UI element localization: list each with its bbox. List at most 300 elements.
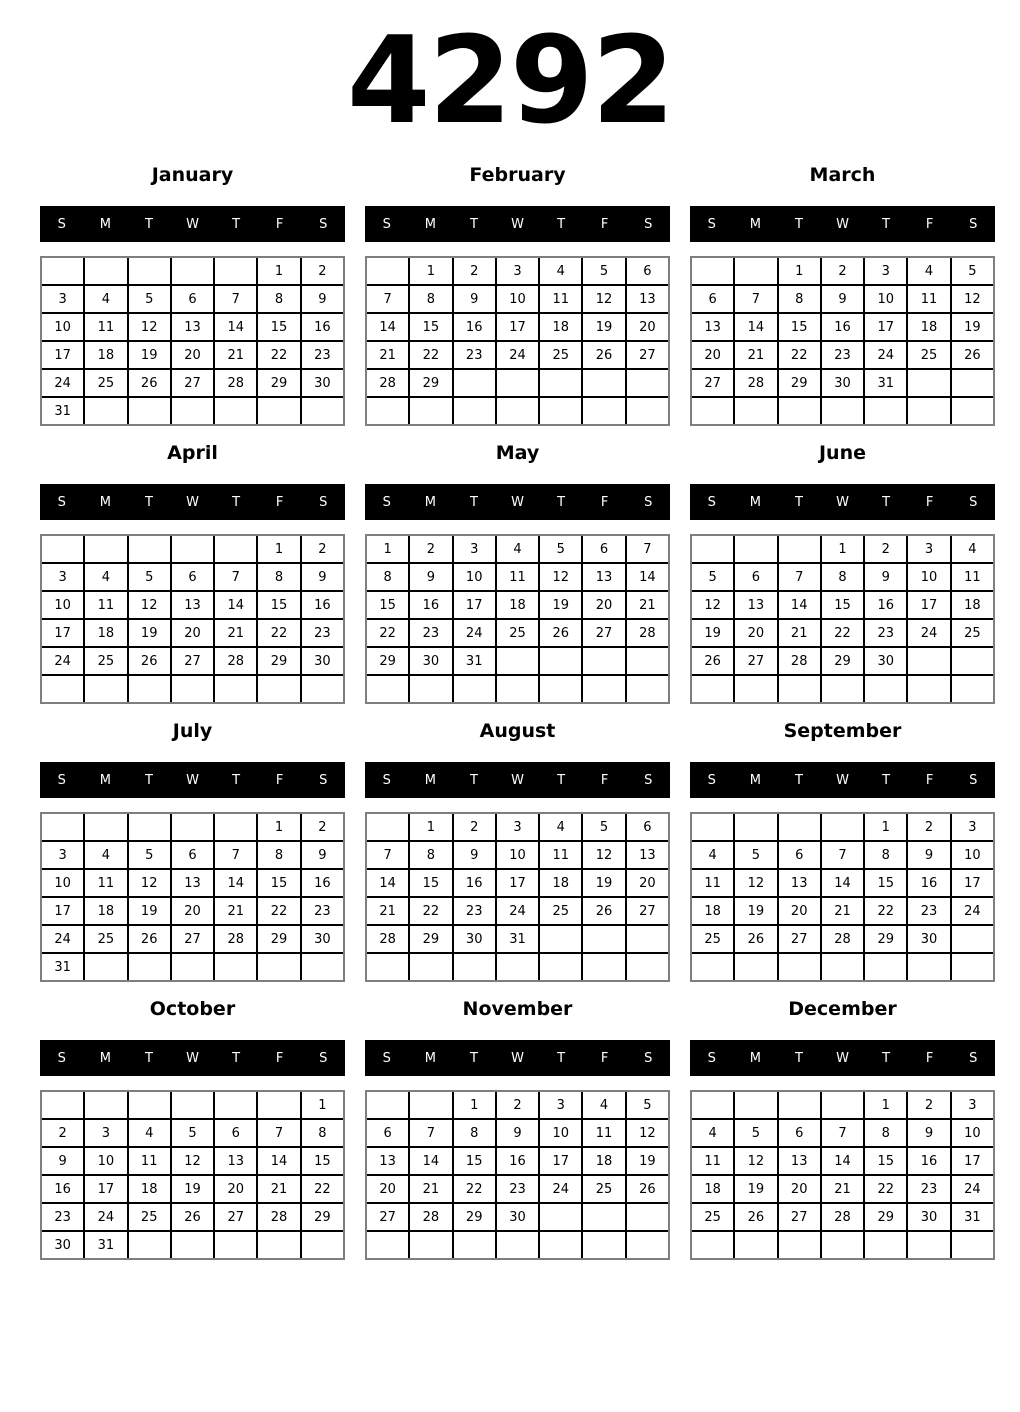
weekday-letter: T [144, 216, 153, 232]
day-cell: 7 [215, 286, 256, 312]
day-cell: 28 [367, 370, 408, 396]
day-cell: 27 [583, 620, 624, 646]
day-cell: 3 [42, 842, 83, 868]
day-cell [952, 398, 993, 424]
day-cell: 11 [908, 286, 949, 312]
day-cell: 24 [42, 648, 83, 674]
day-cell [540, 1232, 581, 1258]
weekday-letter: W [511, 216, 524, 232]
month-day-grid [365, 1090, 670, 1260]
day-cell: 12 [735, 870, 776, 896]
day-cell [779, 954, 820, 980]
day-cell: 2 [410, 536, 451, 562]
weekday-letter: T [469, 772, 478, 788]
day-cell: 19 [583, 314, 624, 340]
day-cell: 11 [692, 1148, 733, 1174]
day-cell [367, 1232, 408, 1258]
weekday-letter: S [969, 216, 978, 232]
day-cell: 16 [302, 870, 343, 896]
month-day-grid [690, 1090, 995, 1260]
weekday-letter: S [707, 216, 716, 232]
day-cell: 25 [540, 342, 581, 368]
day-cell: 5 [627, 1092, 668, 1118]
day-cell [42, 1092, 83, 1118]
weekday-letter: M [749, 494, 761, 510]
day-cell: 10 [454, 564, 495, 590]
day-cell: 11 [540, 842, 581, 868]
day-cell [367, 258, 408, 284]
day-cell: 26 [540, 620, 581, 646]
day-cell: 16 [865, 592, 906, 618]
day-cell: 2 [302, 814, 343, 840]
day-cell: 5 [692, 564, 733, 590]
day-cell: 7 [735, 286, 776, 312]
day-cell: 30 [454, 926, 495, 952]
day-cell: 24 [454, 620, 495, 646]
weekday-letter: M [424, 772, 436, 788]
day-cell: 25 [85, 926, 126, 952]
day-cell: 14 [822, 1148, 863, 1174]
day-cell [129, 258, 170, 284]
weekday-letter: F [275, 494, 284, 510]
weekday-letter: T [557, 494, 566, 510]
day-cell [302, 954, 343, 980]
day-cell [85, 1092, 126, 1118]
day-cell: 13 [692, 314, 733, 340]
day-cell: 26 [129, 926, 170, 952]
day-cell: 30 [42, 1232, 83, 1258]
day-cell [952, 926, 993, 952]
day-cell: 1 [258, 814, 299, 840]
day-cell: 12 [692, 592, 733, 618]
day-cell [865, 1232, 906, 1258]
day-cell: 8 [822, 564, 863, 590]
day-cell [454, 398, 495, 424]
weekday-header [40, 762, 345, 798]
day-cell: 22 [454, 1176, 495, 1202]
day-cell: 21 [215, 620, 256, 646]
day-cell [865, 954, 906, 980]
day-cell [735, 258, 776, 284]
day-cell [42, 536, 83, 562]
month-title: August [479, 720, 556, 742]
day-cell: 25 [692, 926, 733, 952]
day-cell: 14 [410, 1148, 451, 1174]
day-cell [779, 1092, 820, 1118]
weekday-letter: S [644, 772, 653, 788]
month-november [365, 992, 670, 1260]
day-cell [540, 676, 581, 702]
day-cell: 14 [215, 870, 256, 896]
day-cell: 11 [497, 564, 538, 590]
day-cell: 26 [172, 1204, 213, 1230]
day-cell: 18 [692, 898, 733, 924]
weekday-letter: W [186, 216, 199, 232]
day-cell: 29 [410, 926, 451, 952]
months-grid [0, 158, 1020, 1260]
day-cell: 31 [42, 954, 83, 980]
day-cell: 23 [822, 342, 863, 368]
day-cell: 1 [410, 258, 451, 284]
day-cell: 5 [735, 842, 776, 868]
day-cell [822, 1092, 863, 1118]
weekday-letter: W [836, 494, 849, 510]
day-cell: 23 [410, 620, 451, 646]
day-cell: 23 [454, 342, 495, 368]
day-cell: 9 [454, 842, 495, 868]
day-cell [172, 258, 213, 284]
day-cell [497, 398, 538, 424]
day-cell: 5 [952, 258, 993, 284]
day-cell: 27 [692, 370, 733, 396]
day-cell: 10 [42, 870, 83, 896]
day-cell: 26 [692, 648, 733, 674]
day-cell: 30 [908, 1204, 949, 1230]
month-october [40, 992, 345, 1260]
day-cell: 1 [258, 536, 299, 562]
day-cell [85, 954, 126, 980]
month-title: November [462, 998, 573, 1020]
day-cell: 6 [779, 1120, 820, 1146]
day-cell: 3 [540, 1092, 581, 1118]
month-day-grid [40, 256, 345, 426]
day-cell [129, 676, 170, 702]
day-cell: 4 [952, 536, 993, 562]
day-cell: 21 [367, 898, 408, 924]
day-cell: 12 [583, 286, 624, 312]
weekday-header [365, 1040, 670, 1076]
day-cell: 21 [735, 342, 776, 368]
day-cell: 3 [454, 536, 495, 562]
day-cell [540, 648, 581, 674]
day-cell: 12 [627, 1120, 668, 1146]
day-cell: 7 [367, 286, 408, 312]
day-cell: 20 [627, 870, 668, 896]
day-cell: 29 [865, 926, 906, 952]
day-cell: 23 [865, 620, 906, 646]
day-cell: 24 [497, 342, 538, 368]
month-title: March [809, 164, 876, 186]
day-cell: 14 [735, 314, 776, 340]
day-cell [410, 1092, 451, 1118]
day-cell [692, 954, 733, 980]
day-cell: 26 [129, 648, 170, 674]
day-cell: 6 [172, 842, 213, 868]
day-cell [735, 814, 776, 840]
day-cell: 26 [627, 1176, 668, 1202]
day-cell [692, 258, 733, 284]
day-cell: 31 [42, 398, 83, 424]
month-january [40, 158, 345, 426]
day-cell: 16 [822, 314, 863, 340]
weekday-letter: T [794, 216, 803, 232]
day-cell: 27 [172, 926, 213, 952]
day-cell: 8 [367, 564, 408, 590]
day-cell [302, 676, 343, 702]
day-cell [367, 1092, 408, 1118]
day-cell: 7 [627, 536, 668, 562]
day-cell: 10 [497, 286, 538, 312]
day-cell [172, 1092, 213, 1118]
day-cell: 16 [410, 592, 451, 618]
weekday-letter: T [794, 1050, 803, 1066]
weekday-letter: M [424, 1050, 436, 1066]
day-cell: 5 [172, 1120, 213, 1146]
day-cell: 12 [735, 1148, 776, 1174]
day-cell: 31 [952, 1204, 993, 1230]
day-cell [692, 814, 733, 840]
day-cell: 23 [908, 1176, 949, 1202]
month-day-grid [365, 256, 670, 426]
day-cell [129, 1232, 170, 1258]
day-cell [908, 676, 949, 702]
weekday-letter: S [707, 494, 716, 510]
day-cell [85, 398, 126, 424]
day-cell: 3 [42, 286, 83, 312]
day-cell: 23 [302, 620, 343, 646]
weekday-letter: T [469, 1050, 478, 1066]
day-cell [779, 536, 820, 562]
day-cell: 21 [627, 592, 668, 618]
day-cell [410, 398, 451, 424]
weekday-letter: T [232, 216, 241, 232]
day-cell: 9 [497, 1120, 538, 1146]
day-cell: 2 [908, 814, 949, 840]
weekday-letter: W [186, 1050, 199, 1066]
day-cell: 25 [692, 1204, 733, 1230]
day-cell: 6 [172, 564, 213, 590]
weekday-letter: F [925, 494, 934, 510]
day-cell: 16 [302, 314, 343, 340]
day-cell: 10 [952, 1120, 993, 1146]
day-cell [583, 954, 624, 980]
day-cell: 23 [42, 1204, 83, 1230]
day-cell: 24 [908, 620, 949, 646]
day-cell: 14 [258, 1148, 299, 1174]
day-cell: 26 [583, 898, 624, 924]
day-cell [215, 398, 256, 424]
day-cell: 4 [85, 564, 126, 590]
day-cell [952, 370, 993, 396]
day-cell: 16 [908, 870, 949, 896]
day-cell: 30 [302, 648, 343, 674]
day-cell: 2 [454, 258, 495, 284]
day-cell: 9 [410, 564, 451, 590]
day-cell: 24 [540, 1176, 581, 1202]
day-cell [454, 954, 495, 980]
day-cell: 21 [822, 1176, 863, 1202]
day-cell: 12 [952, 286, 993, 312]
day-cell: 12 [129, 592, 170, 618]
month-august [365, 714, 670, 982]
day-cell [42, 258, 83, 284]
weekday-letter: F [925, 1050, 934, 1066]
day-cell: 12 [129, 314, 170, 340]
day-cell: 26 [952, 342, 993, 368]
day-cell [865, 398, 906, 424]
day-cell: 6 [583, 536, 624, 562]
day-cell: 26 [735, 1204, 776, 1230]
day-cell: 29 [258, 370, 299, 396]
day-cell [454, 370, 495, 396]
day-cell [258, 1092, 299, 1118]
weekday-letter: S [382, 772, 391, 788]
day-cell: 7 [779, 564, 820, 590]
day-cell: 10 [952, 842, 993, 868]
day-cell [627, 1204, 668, 1230]
day-cell [822, 398, 863, 424]
day-cell: 15 [865, 870, 906, 896]
day-cell: 25 [129, 1204, 170, 1230]
day-cell: 25 [540, 898, 581, 924]
day-cell: 14 [215, 592, 256, 618]
day-cell: 11 [85, 592, 126, 618]
month-title: May [495, 442, 540, 464]
day-cell [908, 648, 949, 674]
day-cell [258, 676, 299, 702]
day-cell [952, 954, 993, 980]
day-cell: 22 [865, 898, 906, 924]
weekday-letter: S [57, 1050, 66, 1066]
month-title: September [783, 720, 902, 742]
day-cell: 18 [497, 592, 538, 618]
day-cell: 20 [692, 342, 733, 368]
weekday-letter: M [424, 494, 436, 510]
day-cell [129, 814, 170, 840]
day-cell [779, 676, 820, 702]
day-cell: 29 [258, 926, 299, 952]
day-cell [822, 814, 863, 840]
day-cell [908, 398, 949, 424]
weekday-letter: T [882, 772, 891, 788]
day-cell: 19 [735, 898, 776, 924]
day-cell: 5 [129, 842, 170, 868]
day-cell: 24 [85, 1204, 126, 1230]
day-cell: 14 [215, 314, 256, 340]
day-cell [302, 398, 343, 424]
day-cell [258, 954, 299, 980]
day-cell [129, 536, 170, 562]
day-cell: 29 [258, 648, 299, 674]
day-cell: 15 [865, 1148, 906, 1174]
day-cell: 4 [497, 536, 538, 562]
day-cell: 19 [627, 1148, 668, 1174]
day-cell: 5 [583, 258, 624, 284]
day-cell: 5 [583, 814, 624, 840]
weekday-letter: S [319, 1050, 328, 1066]
day-cell [85, 676, 126, 702]
day-cell: 28 [215, 370, 256, 396]
day-cell: 31 [865, 370, 906, 396]
day-cell [172, 398, 213, 424]
day-cell: 23 [302, 342, 343, 368]
day-cell: 18 [692, 1176, 733, 1202]
day-cell: 17 [42, 620, 83, 646]
day-cell: 19 [540, 592, 581, 618]
day-cell [85, 258, 126, 284]
day-cell: 28 [215, 648, 256, 674]
weekday-letter: M [749, 772, 761, 788]
day-cell: 7 [410, 1120, 451, 1146]
day-cell: 2 [454, 814, 495, 840]
day-cell: 19 [129, 342, 170, 368]
day-cell [497, 954, 538, 980]
day-cell: 23 [454, 898, 495, 924]
day-cell [583, 398, 624, 424]
day-cell [583, 926, 624, 952]
day-cell: 19 [172, 1176, 213, 1202]
day-cell: 27 [779, 926, 820, 952]
day-cell [692, 1092, 733, 1118]
month-title: December [788, 998, 897, 1020]
day-cell: 7 [367, 842, 408, 868]
day-cell: 11 [583, 1120, 624, 1146]
day-cell: 23 [497, 1176, 538, 1202]
day-cell: 26 [583, 342, 624, 368]
day-cell [258, 398, 299, 424]
weekday-letter: S [644, 494, 653, 510]
day-cell [410, 1232, 451, 1258]
day-cell: 5 [540, 536, 581, 562]
day-cell: 9 [42, 1148, 83, 1174]
day-cell: 1 [865, 814, 906, 840]
weekday-letter: F [600, 772, 609, 788]
day-cell [735, 1092, 776, 1118]
year-title: 4292 [347, 12, 673, 151]
day-cell: 14 [367, 314, 408, 340]
day-cell [779, 814, 820, 840]
day-cell: 22 [258, 620, 299, 646]
day-cell [215, 536, 256, 562]
weekday-letter: F [925, 216, 934, 232]
day-cell [627, 398, 668, 424]
day-cell: 29 [822, 648, 863, 674]
day-cell [42, 814, 83, 840]
day-cell: 30 [908, 926, 949, 952]
month-day-grid [40, 534, 345, 704]
day-cell: 20 [779, 898, 820, 924]
day-cell [779, 398, 820, 424]
day-cell: 20 [172, 898, 213, 924]
day-cell: 26 [735, 926, 776, 952]
day-cell [215, 1092, 256, 1118]
day-cell: 20 [779, 1176, 820, 1202]
day-cell: 4 [85, 286, 126, 312]
day-cell: 20 [735, 620, 776, 646]
day-cell: 24 [952, 1176, 993, 1202]
day-cell [215, 814, 256, 840]
day-cell: 10 [540, 1120, 581, 1146]
day-cell: 22 [258, 342, 299, 368]
day-cell [735, 954, 776, 980]
day-cell: 30 [822, 370, 863, 396]
day-cell [540, 1204, 581, 1230]
day-cell [540, 954, 581, 980]
day-cell: 3 [497, 258, 538, 284]
weekday-letter: M [99, 772, 111, 788]
day-cell: 4 [540, 814, 581, 840]
month-december [690, 992, 995, 1260]
month-day-grid [690, 256, 995, 426]
day-cell: 9 [908, 1120, 949, 1146]
weekday-letter: S [707, 1050, 716, 1066]
day-cell: 22 [302, 1176, 343, 1202]
day-cell [172, 814, 213, 840]
day-cell: 1 [367, 536, 408, 562]
day-cell: 16 [42, 1176, 83, 1202]
day-cell: 15 [258, 314, 299, 340]
day-cell: 13 [172, 314, 213, 340]
